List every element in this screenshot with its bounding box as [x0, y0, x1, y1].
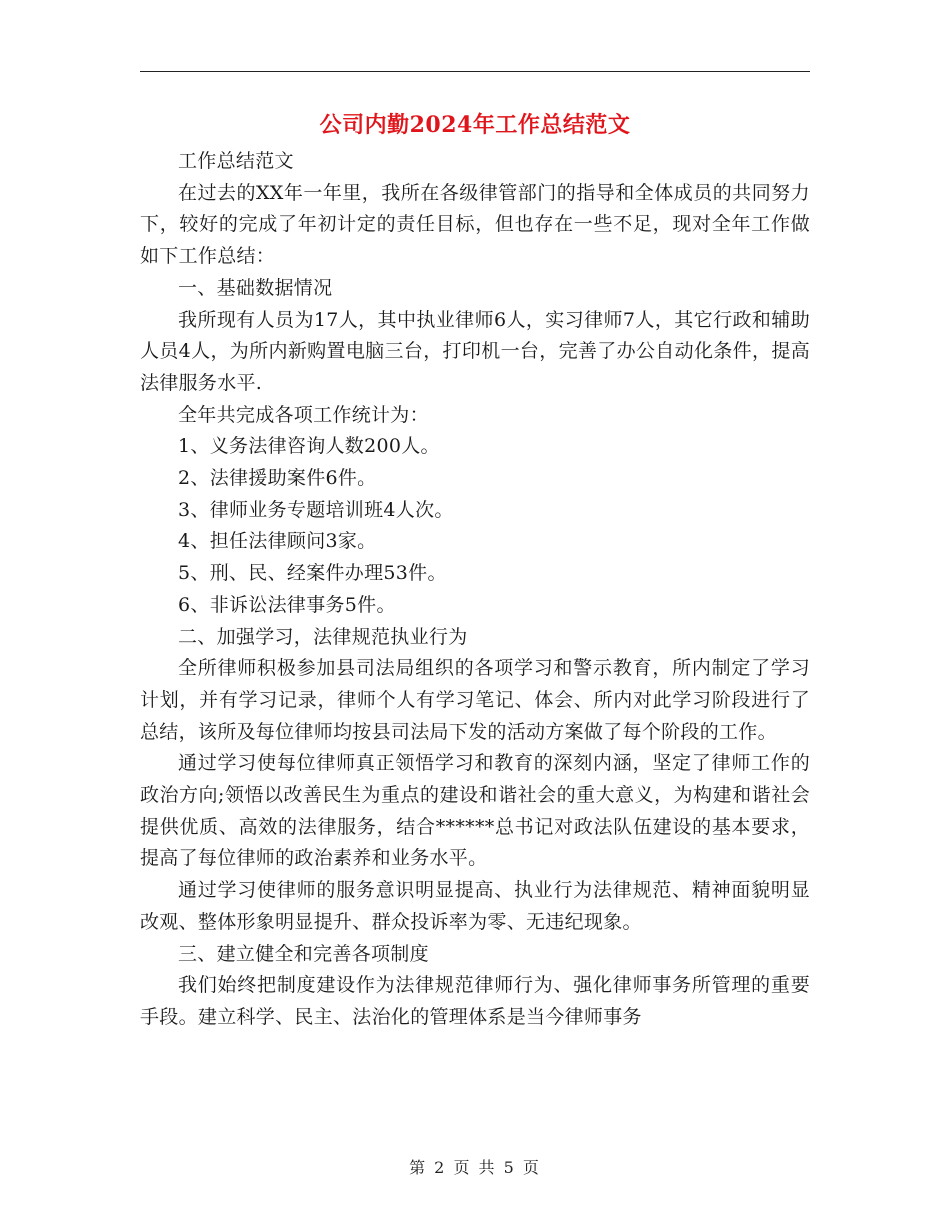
paragraph: 全所律师积极参加县司法局组织的各项学习和警示教育，所内制定了学习计划，并有学习记录，律师个人有学习笔记、体会、所内对此学习阶段进行了总结，该所及每位律师均按县司法局下发的活动方案做了每个阶段的工作。: [140, 657, 810, 743]
document-title: 公司内勤2024年工作总结范文: [319, 112, 631, 138]
list-item: 6、非诉讼法律事务5件。: [178, 593, 396, 616]
paragraph: 通过学习使每位律师真正领悟学习和教育的深刻内涵，坚定了律师工作的政治方向;领悟以改善民生为重点的建设和谐社会的重大意义，为构建和谐社会提供优质、高效的法律服务，结合******总书记对政法队伍建设的基本要求，提高了每位律师的政治素养和业务水平。: [140, 752, 810, 870]
section-heading: 三、建立健全和完善各项制度: [178, 942, 429, 965]
section-heading: 一、基础数据情况: [178, 276, 333, 299]
list-item: 3、律师业务专题培训班4人次。: [178, 498, 454, 521]
paragraph: 我们始终把制度建设作为法律规范律师行为、强化律师事务所管理的重要手段。建立科学、民主、法治化的管理体系是当今律师事务: [140, 974, 810, 1028]
list-item: 4、担任法律顾问3家。: [178, 530, 377, 553]
paragraph: 全年共完成各项工作统计为：: [178, 403, 429, 426]
paragraph: 通过学习使律师的服务意识明显提高、执业行为法律规范、精神面貌明显改观、整体形象明显提升、群众投诉率为零、无违纪现象。: [140, 879, 810, 933]
paragraph: 工作总结范文: [178, 150, 294, 172]
list-item: 5、刑、民、经案件办理53件。: [178, 562, 447, 585]
section-heading: 二、加强学习，法律规范执业行为: [178, 625, 468, 648]
list-item: 2、法律援助案件6件。: [178, 467, 377, 490]
page-number-footer: 第 2 页 共 5 页: [409, 1158, 541, 1177]
header-rule: [140, 71, 810, 72]
list-item: 1、义务法律咨询人数200人。: [178, 435, 440, 458]
paragraph: 在过去的XX年一年里，我所在各级律管部门的指导和全体成员的共同努力下，较好的完成了年初计定的责任目标，但也存在一些不足，现对全年工作做如下工作总结：: [140, 181, 810, 268]
paragraph: 我所现有人员为17人，其中执业律师6人，实习律师7人，其它行政和辅助人员4人，为所内新购置电脑三台，打印机一台，完善了办公自动化条件，提高法律服务水平.: [140, 308, 810, 394]
document-body: [140, 146, 810, 1034]
